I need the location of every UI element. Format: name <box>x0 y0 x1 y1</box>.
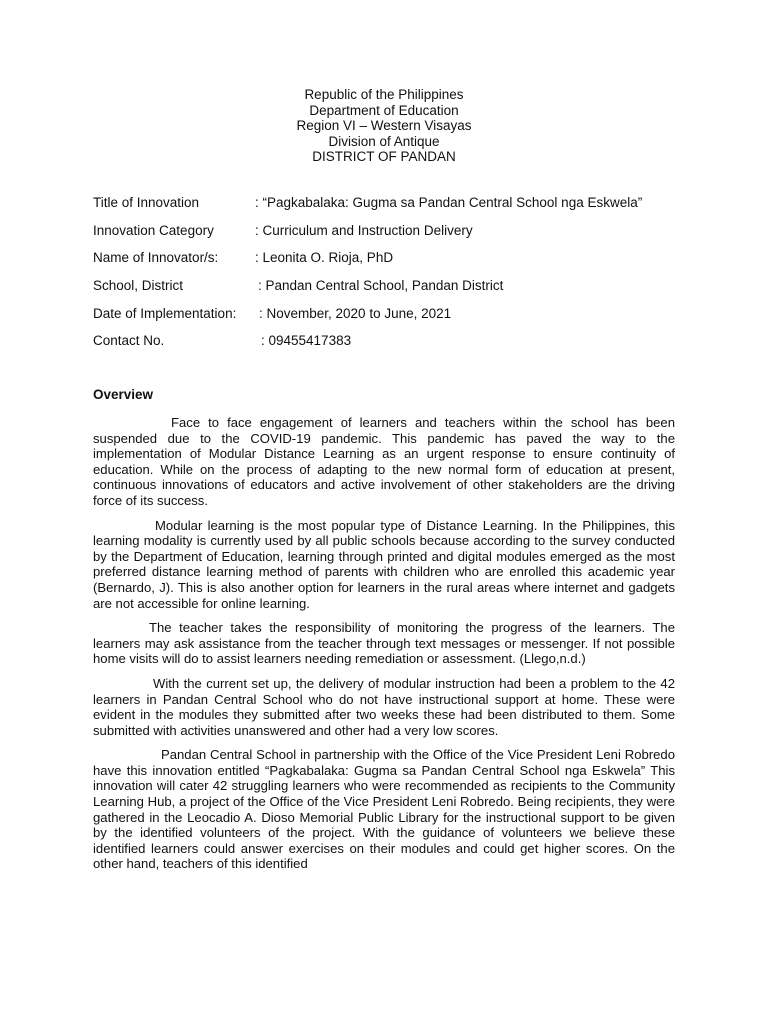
info-value: : “Pagkabalaka: Gugma sa Pandan Central School nga Eskwela” <box>255 195 643 210</box>
document-header <box>0 87 768 165</box>
info-value: : Curriculum and Instruction Delivery <box>255 222 473 238</box>
info-label: School, District <box>93 278 184 294</box>
overview-paragraph: With the current set up, the delivery of modular instruction had been a problem to the 42 learners in Pandan Central School who do not have instructional support at home. These were evident in the modules they submitted after two weeks these had been distributed to them. Some submitted with activities unanswered and other had a very low scores. <box>93 675 675 738</box>
innovation-info <box>93 195 713 361</box>
info-label: Title of Innovation <box>93 195 200 210</box>
info-row-contact <box>93 333 713 361</box>
header-district: DISTRICT OF PANDAN <box>312 149 456 165</box>
info-row-category <box>93 223 713 251</box>
overview-heading: Overview <box>93 387 154 402</box>
info-row-school <box>93 278 713 306</box>
info-label: Name of Innovator/s: <box>93 250 219 266</box>
overview-body <box>93 415 675 881</box>
info-value: : November, 2020 to June, 2021 <box>259 305 452 321</box>
info-label: Contact No. <box>93 333 165 349</box>
info-value: : Pandan Central School, Pandan District <box>258 278 504 294</box>
info-row-title <box>93 195 713 223</box>
info-row-innovator <box>93 250 713 278</box>
info-value: : 09455417383 <box>261 333 352 349</box>
header-republic: Republic of the Philippines <box>304 87 464 102</box>
overview-paragraph: Pandan Central School in partnership with the Office of the Vice President Leni Robredo have this innovation entitled “Pagkabalaka: Gugma sa Pandan Central School nga Eskwela” This innovation will cater 42 struggling learners who were recommended as recipients to the Community Learning Hub, a project of the Office of the Vice President Leni Robredo. Being recipients, they were gathered in the Leocadio A. Dioso Memorial Public Library for the instructional support to be given by the identified volunteers of the project. With the guidance of volunteers we believe these identified learners could answer exercises on their modules and could get higher scores. On the other hand, teachers of this identified <box>93 747 675 872</box>
info-value: : Leonita O. Rioja, PhD <box>255 250 394 266</box>
overview-paragraph: Modular learning is the most popular type of Distance Learning. In the Philippines, this learning modality is currently used by all public schools because according to the survey conducted by the Department of Education, learning through printed and digital modules emerged as the most preferred distance learning method of parents with children who are enrolled this academic year (Bernardo, J). This is also another option for learners in the rural areas where internet and gadgets are not accessible for online learning. <box>93 517 675 611</box>
overview-paragraph: The teacher takes the responsibility of monitoring the progress of the learners. The learners may ask assistance from the teacher through text messages or messenger. If not possible home visits will do to assist learners needing remediation or assessment. (Llego,n.d.) <box>93 620 675 667</box>
info-label: Innovation Category <box>93 222 214 238</box>
header-division: Division of Antique <box>328 133 440 149</box>
header-region: Region VI – Western Visayas <box>296 118 472 134</box>
info-row-date <box>93 306 713 334</box>
info-label: Date of Implementation: <box>93 305 237 321</box>
header-department: Department of Education <box>309 102 459 118</box>
overview-paragraph: Face to face engagement of learners and teachers within the school has been suspended due to the COVID-19 pandemic. This pandemic has paved the way to the implementation of Modular Distance Learning as an urgent response to ensure continuity of education. While on the process of adapting to the new normal form of education at present, continuous innovations of educators and active involvement of other stakeholders are the driving force of its success. <box>93 415 675 508</box>
